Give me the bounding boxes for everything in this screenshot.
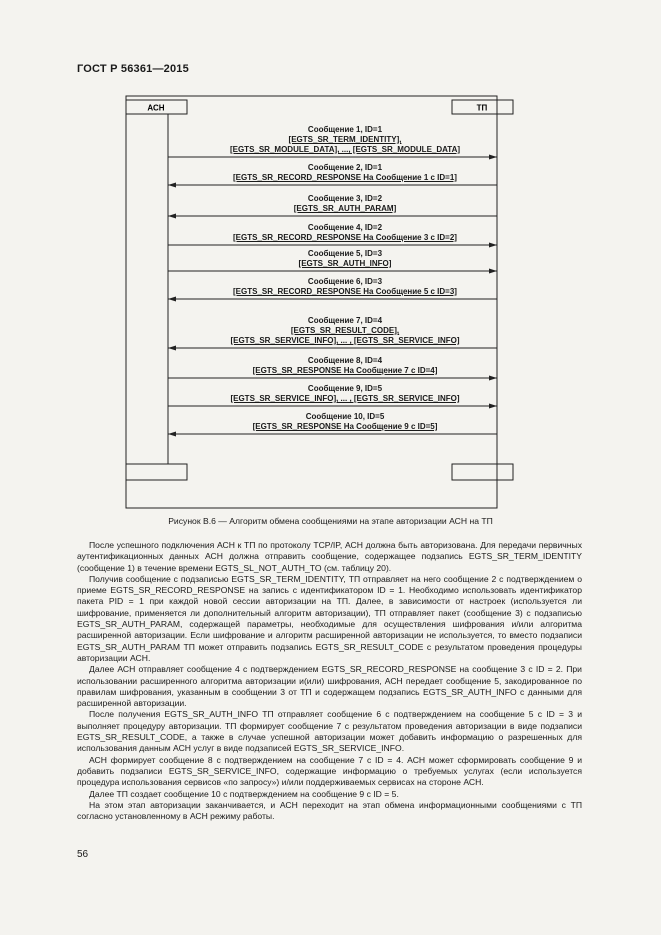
arrowhead xyxy=(168,183,176,188)
message-label xyxy=(180,356,510,376)
message-payload: [EGTS_SR_SERVICE_INFO], ... , [EGTS_SR_SERVICE_INFO] xyxy=(230,394,460,403)
message-title: Сообщение 9, ID=5 xyxy=(307,384,383,393)
message-title: Сообщение 6, ID=3 xyxy=(307,277,383,286)
message-arrow xyxy=(168,297,497,302)
message-title: Сообщение 10, ID=5 xyxy=(305,412,385,421)
actor-footer-ash xyxy=(126,464,187,480)
paragraph: Далее АСН отправляет сообщение 4 с подтверждением EGTS_SR_RECORD_RESPONSE на сообщение 3 с ID = 2. При использовании расширенного алгоритма авторизации и(или) шифрования, АСН передает сообщение 5, закодированное по правилам шифрования, указанным в сообщении 3 от ТП и содержащем подзапись EGTS_SR_AUTH_INFO с данными для расширенной авторизации. xyxy=(77,664,582,709)
message-label xyxy=(180,125,510,155)
actor-footer-tp xyxy=(452,464,513,480)
message-payload: [EGTS_SR_AUTH_INFO] xyxy=(298,259,392,268)
actor-label-ash: АСН xyxy=(147,103,165,113)
message-label xyxy=(180,316,510,346)
message-label xyxy=(180,163,510,183)
arrowhead xyxy=(489,404,497,409)
paragraph: Далее ТП создает сообщение 10 с подтверждением на сообщение 9 с ID = 5. xyxy=(89,788,399,799)
message-arrow xyxy=(168,269,497,274)
message-label xyxy=(180,384,510,404)
message-payload: [EGTS_SR_SERVICE_INFO], ... , [EGTS_SR_SERVICE_INFO] xyxy=(230,336,460,345)
message-payload: [EGTS_SR_RECORD_RESPONSE На Сообщение 5 с ID=3] xyxy=(233,287,457,296)
paragraph: На этом этап авторизации заканчивается, и АСН переходит на этап обмена информационными сообщениями с ТП согласно установленному в АСН режиму работы. xyxy=(77,799,582,822)
arrowhead xyxy=(168,214,176,219)
message-title: Сообщение 2, ID=1 xyxy=(307,163,383,172)
message-arrow xyxy=(168,376,497,381)
message-payload: [EGTS_SR_RECORD_RESPONSE На Сообщение 1 с ID=1] xyxy=(233,173,457,182)
document-header: ГОСТ Р 56361—2015 xyxy=(77,63,189,75)
message-title: Сообщение 1, ID=1 xyxy=(307,125,383,134)
arrowhead xyxy=(168,346,176,351)
paragraph: АСН формирует сообщение 8 с подтверждением на сообщение 7 с ID = 4. АСН может сформировать сообщение 9 и добавить подзаписи EGTS_SR_SERVICE_INFO, содержащие информацию о требуемых услугах (если используется процедура использования сервисов «по запросу») и/или поддерживаемых сервисах на стороне АСН. xyxy=(77,754,582,788)
message-arrow xyxy=(168,214,497,219)
message-title: Сообщение 7, ID=4 xyxy=(307,316,383,325)
message-title: Сообщение 5, ID=3 xyxy=(307,249,383,258)
message-payload: [EGTS_SR_RESULT_CODE], xyxy=(290,326,400,335)
message-label xyxy=(180,249,510,269)
arrowhead xyxy=(168,297,176,302)
actor-label-tp: ТП xyxy=(476,103,488,113)
arrowhead xyxy=(489,269,497,274)
message-payload: [EGTS_SR_TERM_IDENTITY], xyxy=(288,135,402,144)
arrowhead xyxy=(489,155,497,160)
message-arrow xyxy=(168,243,497,248)
message-payload: [EGTS_SR_RECORD_RESPONSE На Сообщение 3 с ID=2] xyxy=(233,233,457,242)
message-arrow xyxy=(168,183,497,188)
arrowhead xyxy=(489,376,497,381)
figure-caption: Рисунок В.6 — Алгоритм обмена сообщениями на этапе авторизации АСН на ТП xyxy=(168,516,493,526)
message-label xyxy=(180,223,510,243)
body-text xyxy=(77,540,582,822)
message-title: Сообщение 3, ID=2 xyxy=(307,194,383,203)
paragraph: Получив сообщение с подзаписью EGTS_SR_TERM_IDENTITY, ТП отправляет на него сообщение 2 с подтверждением о приеме EGTS_SR_RECORD_RESPONSE на запись с идентификатором ID = 1. Необходимо использовать идентификатор пакета PID = 1 при каждой новой сессии авторизации на ТП. Далее, в зависимости от настроек (используется ли шифрование, применяется ли дополнительный алгоритм авторизации), ТП отправляет пакет (сообщение 3) с подзаписью EGTS_SR_AUTH_PARAM, содержащей параметры, необходимые для осуществления шифрования и/или алгоритма расширенной авторизации. Если шифрование и алгоритм расширенной авторизации не используется, то вместо подзаписи EGTS_SR_AUTH_PARAM ТП может отправить подзапись EGTS_SR_RESULT_CODE с результатом проведения процедуры авторизации АСН. xyxy=(77,573,582,663)
message-title: Сообщение 4, ID=2 xyxy=(307,223,383,232)
diagram-frame xyxy=(126,96,497,508)
arrowhead xyxy=(489,243,497,248)
message-label xyxy=(180,412,510,432)
message-arrow xyxy=(168,346,497,351)
arrowhead xyxy=(168,432,176,437)
message-label xyxy=(180,194,510,214)
message-payload: [EGTS_SR_AUTH_PARAM] xyxy=(293,204,397,213)
message-arrow xyxy=(168,432,497,437)
paragraph: После получения EGTS_SR_AUTH_INFO ТП отправляет сообщение 6 с подтверждением на сообщение 5 с ID = 3 и выполняет процедуру авторизации. ТП формирует сообщение 7 с результатом проведения авторизации в виде подзаписи EGTS_SR_RESULT_CODE, а также в случае успешной авторизации может добавить информацию о разрешенных для использования данным АСН услуг в виде подзаписей EGTS_SR_SERVICE_INFO. xyxy=(77,709,582,754)
message-payload: [EGTS_SR_MODULE_DATA], ..., [EGTS_SR_MODULE_DATA] xyxy=(229,145,461,154)
message-title: Сообщение 8, ID=4 xyxy=(307,356,383,365)
message-payload: [EGTS_SR_RESPONSE На Сообщение 9 с ID=5] xyxy=(252,422,438,431)
message-arrow xyxy=(168,155,497,160)
page-number: 56 xyxy=(77,849,89,860)
paragraph: После успешного подключения АСН к ТП по протоколу TCP/IP, АСН должна быть авторизована. Для передачи первичных аутентификационных данных АСН должна отправить сообщение, содержащее подзапись EGTS_SR_TERM_IDENTITY (сообщение 1) в течение времени EGTS_SL_NOT_AUTH_TO (см. таблицу 20). xyxy=(77,540,582,573)
message-arrow xyxy=(168,404,497,409)
message-label xyxy=(180,277,510,297)
message-payload: [EGTS_SR_RESPONSE На Сообщение 7 с ID=4] xyxy=(252,366,438,375)
